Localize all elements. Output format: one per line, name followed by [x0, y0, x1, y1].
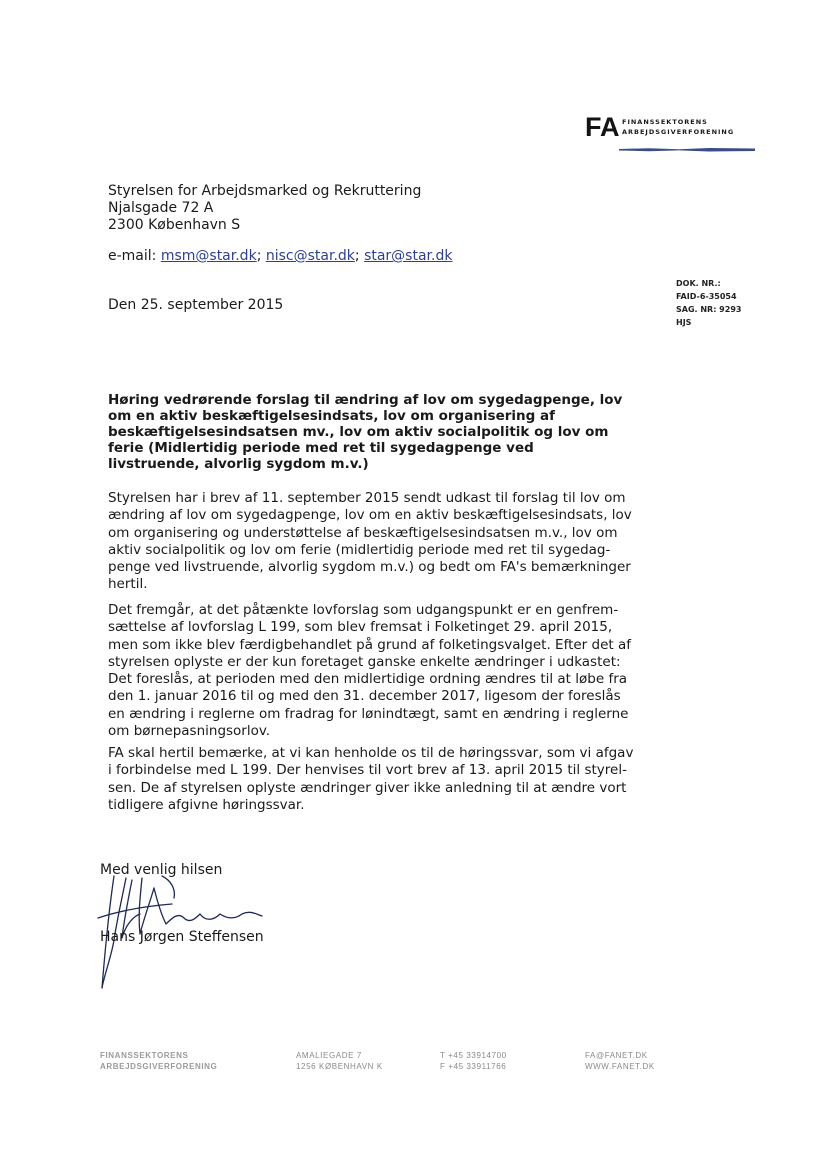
paragraph-line: tidligere afgivne høringssvar. — [108, 796, 305, 813]
recipient-name: Styrelsen for Arbejdsmarked og Rekruttering — [108, 183, 422, 199]
letter-subject: Høring vedrørende forslag til ændring af lov om sygedagpenge, lov om en aktiv beskæftigelsesindsats, lov om organisering af beskæftigelsesindsatsen mv., lov om aktiv socialpolitik og lov om ferie (Midlertidig periode med ret til sygedagpenge ved livstruende, alvorlig sygdom m.v.) — [108, 392, 623, 472]
body-paragraph-2 — [108, 602, 632, 740]
closing-salutation: Med venlig hilsen — [100, 862, 223, 878]
footer-organization — [100, 1050, 217, 1072]
logo-mark: FA — [585, 112, 620, 142]
logo-line-1: FINANSSEKTORENS — [622, 118, 708, 126]
paragraph-line: sen. De af styrelsen oplyste ændringer giver ikke anledning til at ændre vort — [108, 779, 627, 796]
footer-contact — [585, 1050, 655, 1072]
paragraph-line: Det foreslås, at perioden med den midlertidige ordning ændres til at løbe fra — [108, 671, 628, 688]
paragraph-line: FA skal hertil bemærke, at vi kan henholde os til de høringssvar, som vi afgav — [108, 745, 634, 761]
footer-email-link[interactable]: FA@FANET.DK — [585, 1051, 648, 1060]
footer-telephone: T +45 33914700 — [440, 1051, 507, 1060]
paragraph-line: en ændring i reglerne om fradrag for lønindtægt, samt en ændring i reglerne — [108, 705, 629, 722]
dok-number: FAID-6-35054 — [676, 292, 737, 301]
paragraph-line: hertil. — [108, 576, 148, 593]
email-link-nisc[interactable]: nisc@star.dk — [265, 248, 355, 264]
recipient-city: 2300 København S — [108, 217, 241, 233]
body-paragraph-3 — [108, 745, 634, 814]
logo-line-2: ARBEJDSGIVERFORENING — [622, 128, 735, 136]
handwritten-signature — [92, 858, 272, 998]
paragraph-line: Det fremgår, at det påtænkte lovforslag som udgangspunkt er en genfrem- — [108, 602, 619, 618]
recipient-address — [108, 183, 421, 234]
sag-number: SAG. NR: 9293 — [676, 305, 742, 314]
fa-logo — [585, 112, 755, 156]
paragraph-line: sættelse af lovforslag L 199, som blev fremsat i Folketinget 29. april 2015, — [108, 619, 613, 636]
document-reference — [676, 277, 741, 329]
footer-org-line-1: FINANSSEKTORENS — [100, 1051, 189, 1060]
footer-street: AMALIEGADE 7 — [296, 1051, 362, 1060]
footer-city: 1256 KØBENHAVN K — [296, 1062, 383, 1071]
initials: HJS — [676, 318, 692, 327]
dok-label: DOK. NR.: — [676, 279, 721, 288]
email-link-msm[interactable]: msm@star.dk — [160, 248, 257, 264]
footer-phone — [440, 1050, 507, 1072]
paragraph-line: penge ved livstruende, alvorlig sygdom m.v.) og bedt om FA's bemærkninger — [108, 559, 631, 576]
email-separator: ; — [256, 248, 266, 264]
paragraph-line: om organisering og understøttelse af beskæftigelsesindsatsen m.v., lov om — [108, 524, 618, 541]
email-line — [108, 248, 452, 264]
paragraph-line: aktiv socialpolitik og lov om ferie (midlertidig periode med ret til sygedag- — [108, 541, 611, 558]
paragraph-line: Styrelsen har i brev af 11. september 2015 sendt udkast til forslag til lov om — [108, 490, 626, 506]
footer-fax: F +45 33911766 — [440, 1062, 507, 1071]
paragraph-line: men som ikke blev færdigbehandlet på grund af folketingsvalget. Efter det af — [108, 636, 632, 653]
paragraph-line: om børnepasningsorlov. — [108, 723, 271, 740]
paragraph-line: i forbindelse med L 199. Der henvises til vort brev af 13. april 2015 til styrel- — [108, 762, 627, 779]
paragraph-line: den 1. januar 2016 til og med den 31. december 2017, ligesom der foreslås — [108, 688, 621, 705]
email-link-star[interactable]: star@star.dk — [364, 248, 453, 264]
paragraph-line: styrelsen oplyste er der kun foretaget ganske enkelte ændringer i udkastet: — [108, 653, 621, 670]
signer-name: Hans Jørgen Steffensen — [100, 929, 264, 945]
letter-date: Den 25. september 2015 — [108, 297, 284, 313]
footer-web-link[interactable]: WWW.FANET.DK — [585, 1062, 655, 1071]
email-label: e-mail: — [108, 248, 161, 264]
recipient-street: Njalsgade 72 A — [108, 200, 214, 216]
email-separator: ; — [354, 248, 365, 264]
footer-address — [296, 1050, 383, 1072]
paragraph-line: ændring af lov om sygedagpenge, lov om en aktiv beskæftigelsesindsats, lov — [108, 507, 632, 524]
logo-bar-graphic — [619, 145, 755, 152]
footer-org-line-2: ARBEJDSGIVERFORENING — [100, 1062, 218, 1071]
body-paragraph-1 — [108, 490, 632, 594]
